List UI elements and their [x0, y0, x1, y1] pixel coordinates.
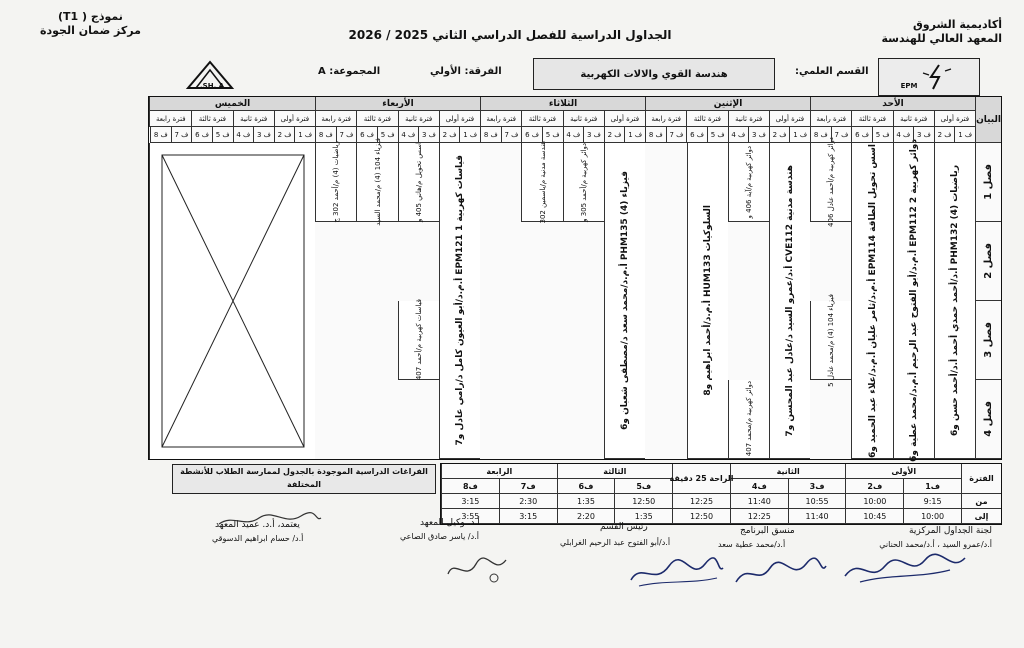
grid-cell	[563, 222, 604, 301]
slot-to: 1:35	[614, 509, 672, 524]
wednesday-meas-block: قياسات كهربية 1 EPM121 أ.م.د/أبو العيون كامل د/رامي عادل و7	[439, 143, 480, 459]
period-header: فترة ثالثة	[686, 111, 727, 127]
monday-lab-1: دوائر كهربية م/آية 406 و	[728, 143, 769, 222]
slot-header: ف 4	[233, 127, 254, 143]
epm-logo-text: EPM	[900, 82, 918, 90]
slot-label: ف5	[614, 479, 672, 494]
grid-cell	[563, 301, 604, 380]
slot-header: ف 7	[501, 127, 522, 143]
department-head: رئيس القسم	[600, 522, 648, 532]
institute-name: المعهد العالي للهندسة	[881, 32, 1002, 45]
class-3-label: فصل 3	[975, 301, 1001, 380]
grid-cell	[315, 380, 356, 459]
slot-label: ف1	[903, 479, 961, 494]
grid-cell	[810, 380, 851, 459]
slot-header: ف 2	[439, 127, 460, 143]
slot-header: ف 4	[563, 127, 584, 143]
institute-logo	[178, 58, 242, 92]
statement-header: البيان	[975, 97, 1001, 143]
vice-dean: أ.د. وكيل المعهد	[420, 518, 480, 528]
dean-name: أ.د/ حسام ابراهيم الدسوقي	[212, 534, 304, 543]
monday-lab-2: دوائر كهربية م/محمد 407	[728, 380, 769, 459]
class-2-label: فصل 2	[975, 222, 1001, 301]
from-label: من	[961, 494, 1001, 509]
period-header: فترة ثانية	[563, 111, 604, 127]
day-tuesday: الثلاثاء	[480, 97, 645, 111]
slot-to: 10:00	[903, 509, 961, 524]
period-header: فترة ثانية	[728, 111, 769, 127]
period-label: الفترة	[961, 464, 1001, 494]
slot-header: ف 4	[728, 127, 749, 143]
grid-cell	[810, 222, 851, 301]
dean: يعتمد، أ.د. عميد المعهد	[215, 520, 300, 530]
sunday-lab-1: دوائر كهربية م/أحمد عادل 406	[810, 143, 851, 222]
wednesday-lab-1: رياضيات (4) م/أحمد 302 ج	[315, 143, 356, 222]
period-header: فترة رابعة	[810, 111, 851, 127]
logo-text: SH. A.	[200, 82, 225, 90]
period-header: فترة ثانية	[893, 111, 934, 127]
lightning-icon	[917, 63, 957, 91]
slot-header: ف 6	[686, 127, 707, 143]
slot-label: ف4	[730, 479, 788, 494]
dept-value: هندسة القوي والالات الكهربية	[533, 58, 775, 90]
slot-to: 3:15	[499, 509, 557, 524]
timetable-grid	[148, 96, 1002, 460]
grid-cell	[645, 222, 686, 301]
day-monday: الإثنين	[645, 97, 810, 111]
period-header: فترة أولى	[439, 111, 480, 127]
slot-header: ف 1	[294, 127, 315, 143]
slot-header: ف 2	[769, 127, 790, 143]
quality-center: مركز ضمان الجودة	[40, 24, 141, 37]
period-header: فترة أولى	[604, 111, 645, 127]
slot-to: 3:55	[441, 509, 499, 524]
grid-cell	[356, 380, 397, 459]
period-header: فترة ثالثة	[851, 111, 892, 127]
grid-cell	[728, 222, 769, 301]
slot-header: ف 1	[789, 127, 810, 143]
period-header: فترة ثالثة	[521, 111, 562, 127]
dept-label: القسم العلمي:	[795, 66, 869, 77]
period-header: فترة أولى	[274, 111, 315, 127]
slot-from: 1:35	[557, 494, 615, 509]
tuesday-phys-block: فيزياء (4) PHM135 أ.م.د/محمد سعد د/مصطفى شعبان و6	[604, 143, 645, 459]
slot-to: 12:25	[730, 509, 788, 524]
slot-to: 2:20	[557, 509, 615, 524]
grid-cell	[315, 222, 356, 301]
period-header: فترة أولى	[934, 111, 975, 127]
group-label: المجموعة: A	[318, 66, 381, 77]
slot-header: ف 5	[707, 127, 728, 143]
slot-header: ف 1	[459, 127, 480, 143]
slot-header: ف 5	[872, 127, 893, 143]
period-header: فترة رابعة	[480, 111, 521, 127]
period-group: الرابعة	[441, 464, 557, 479]
slot-header: ف 7	[171, 127, 192, 143]
grid-cell	[480, 301, 521, 380]
slot-header: ف 6	[521, 127, 542, 143]
form-number: نموذج ( T1)	[58, 10, 123, 23]
day-wednesday: الأربعاء	[315, 97, 480, 111]
slot-header: ف 3	[748, 127, 769, 143]
break-to: 12:50	[672, 509, 730, 524]
head-signature-icon	[625, 552, 725, 592]
level-label: الفرقة: الأولي	[430, 66, 502, 77]
break-from: 12:25	[672, 494, 730, 509]
class-4-label: فصل 4	[975, 380, 1001, 459]
slot-header: ف 2	[604, 127, 625, 143]
central-committee: لجنة الجداول المركزية	[909, 526, 992, 536]
grid-cell	[398, 222, 439, 301]
grid-cell	[728, 301, 769, 380]
central-signature-icon	[840, 548, 970, 588]
grid-cell	[521, 222, 562, 301]
slot-to: 11:40	[788, 509, 846, 524]
period-header: فترة أولى	[769, 111, 810, 127]
slot-from: 12:50	[614, 494, 672, 509]
thursday-empty-block	[149, 143, 315, 459]
slot-header: ف 3	[583, 127, 604, 143]
department-head-name: أ.د/أبو الفتوح عبد الرحيم الغرابلي	[560, 538, 671, 547]
slot-header: ف 6	[356, 127, 377, 143]
coordinator-signature-icon	[730, 552, 830, 592]
slot-header: ف 1	[624, 127, 645, 143]
grid-cell	[645, 380, 686, 459]
epm-logo	[878, 58, 980, 96]
wednesday-lab-3: اسس تحويل م/هاني 405 و	[398, 143, 439, 222]
sunday-energy-block: اسس تحويل الطاقة EPM114 أ.م.د/ثامر عليان أ.م.د/علاء عبد الحميد و6	[851, 143, 893, 459]
grid-cell	[315, 301, 356, 380]
slot-header: ف 8	[150, 127, 171, 143]
vice-dean-name: أ.د/ ياسر صادق الصاعي	[400, 532, 479, 541]
slot-header: ف 8	[315, 127, 336, 143]
period-header: فترة ثالثة	[356, 111, 397, 127]
slot-header: ف 8	[810, 127, 831, 143]
period-header: فترة رابعة	[315, 111, 356, 127]
central-committee-names: أ.د/عمرو السيد ، أ.د/محمد الحناني	[879, 540, 992, 549]
period-group: الثانية	[730, 464, 846, 479]
monday-hum-block: السلوكيات HUM133 أ.م.د/أحمد ابراهيم و8	[687, 143, 728, 459]
slot-header: ف 7	[666, 127, 687, 143]
grid-cell	[480, 380, 521, 459]
slot-label: ف6	[557, 479, 615, 494]
break-label: الراحة 25 دقيقة	[672, 464, 730, 494]
slot-header: ف 7	[831, 127, 852, 143]
vice-signature-icon	[440, 544, 520, 588]
slot-header: ف 7	[336, 127, 357, 143]
sunday-circuits-block: دوائر كهربية 2 EPM112 أ.م.د/أبو الفتوح عبد الرحيم أ.م.د/محمد عطية و6	[893, 143, 934, 459]
to-label: إلى	[961, 509, 1001, 524]
slot-label: ف2	[845, 479, 903, 494]
grid-cell	[645, 301, 686, 380]
slot-header: ف 8	[480, 127, 501, 143]
slot-header: ف 3	[913, 127, 934, 143]
monday-cve-block: هندسة مدنية CVE112 أ.د/عمرو السيد د/عادل عبد المحسن و7	[769, 143, 810, 459]
grid-cell	[480, 222, 521, 301]
slot-from: 11:40	[730, 494, 788, 509]
sunday-math-block: رياضيات (4) PHM132 أ.د/أحمد حمدي أحمد أ.د/أحمد حسن و6	[934, 143, 975, 459]
wednesday-lab-4: قياسات كهربية م/أحمد 407	[398, 301, 439, 380]
period-header: فترة رابعة	[149, 111, 191, 127]
period-header: فترة ثانية	[233, 111, 274, 127]
sunday-lab-2: فيزياء 104 (4) م/محمد عادل 5	[810, 301, 851, 380]
slot-label: ف7	[499, 479, 557, 494]
slot-header: ف 1	[954, 127, 975, 143]
grid-cell	[521, 380, 562, 459]
grid-cell	[356, 222, 397, 301]
slot-header: ف 6	[191, 127, 212, 143]
slot-header: ف 2	[274, 127, 295, 143]
period-header: فترة رابعة	[645, 111, 686, 127]
wednesday-lab-2: فيزياء 104 (4) م/محمد السيد	[356, 143, 398, 222]
slot-from: 3:15	[441, 494, 499, 509]
slot-label: ف8	[441, 479, 499, 494]
slot-header: ف 5	[542, 127, 563, 143]
slot-header: ف 4	[893, 127, 914, 143]
slot-from: 2:30	[499, 494, 557, 509]
slot-to: 10:45	[845, 509, 903, 524]
slot-from: 10:55	[788, 494, 846, 509]
slot-from: 10:00	[845, 494, 903, 509]
slot-header: ف 5	[377, 127, 398, 143]
slot-label: ف3	[788, 479, 846, 494]
free-slots-note: الفراغات الدراسية الموجودة بالجدول لممارسة الطلاب للأنشطة المختلفة	[172, 464, 436, 494]
slot-header: ف 6	[851, 127, 872, 143]
grid-cell	[356, 301, 397, 380]
program-coordinator: منسق البرنامج	[740, 526, 795, 536]
tuesday-lab-1: دوائر كهربية م/أحمد 305 و	[563, 143, 604, 222]
grid-cell	[563, 380, 604, 459]
period-group: الثالثة	[557, 464, 673, 479]
slot-from: 9:15	[903, 494, 961, 509]
tuesday-lab-2: هندسة مدنية م/ياسمين 302	[521, 143, 563, 222]
day-thursday: الخميس	[149, 97, 315, 111]
period-group: الأولى	[845, 464, 961, 479]
class-1-label: فصل 1	[975, 143, 1001, 222]
slot-header: ف 8	[645, 127, 666, 143]
periods-time-table	[440, 463, 1002, 525]
slot-header: ف 3	[253, 127, 274, 143]
program-coordinator-name: أ.د/محمد عطية سعد	[718, 540, 786, 549]
grid-cell	[398, 380, 439, 459]
period-header: فترة ثالثة	[191, 111, 232, 127]
day-sunday: الأحد	[810, 97, 975, 111]
grid-cell	[645, 143, 686, 222]
academy-name: أكاديمية الشروق	[912, 18, 1002, 31]
dean-signature-icon	[215, 510, 325, 532]
slot-header: ف 3	[418, 127, 439, 143]
slot-header: ف 2	[934, 127, 955, 143]
page-title: الجداول الدراسية للفصل الدراسي الثاني 2025 / 2026	[348, 28, 672, 42]
grid-cell	[521, 301, 562, 380]
period-header: فترة ثانية	[398, 111, 439, 127]
slot-header: ف 4	[398, 127, 419, 143]
grid-cell	[480, 143, 521, 222]
slot-header: ف 5	[212, 127, 233, 143]
